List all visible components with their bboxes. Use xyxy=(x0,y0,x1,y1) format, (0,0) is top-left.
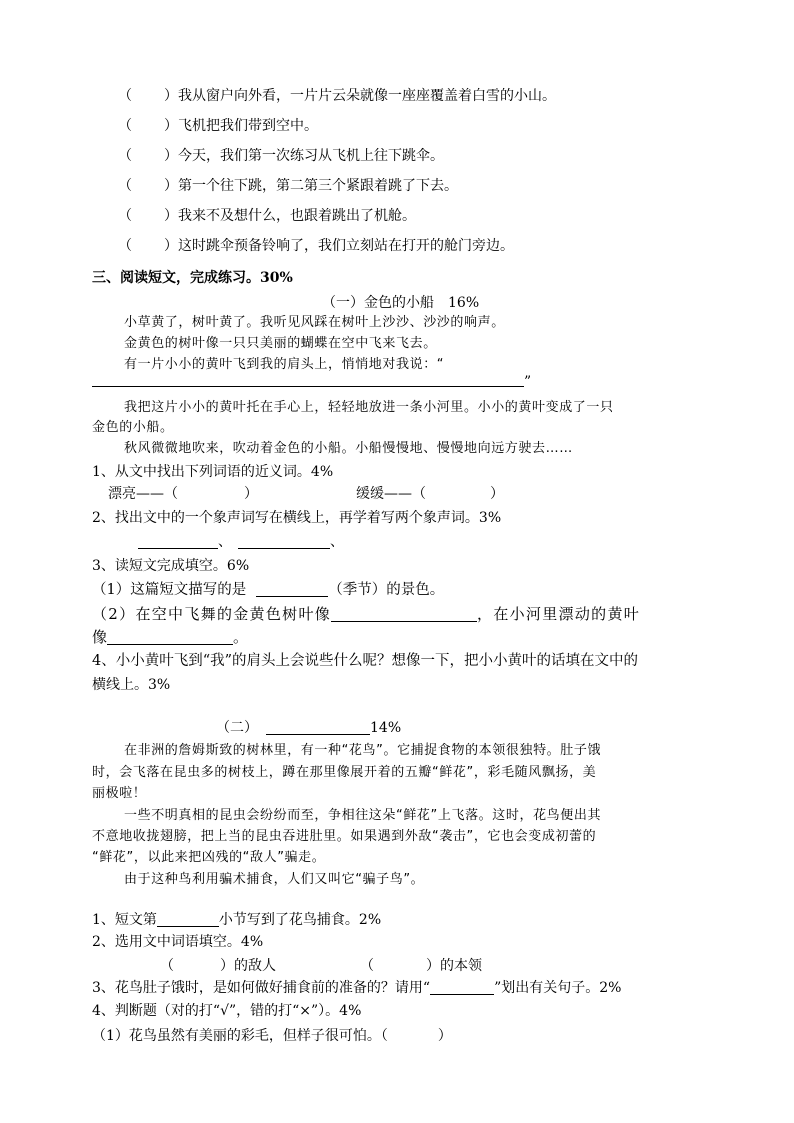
blank-line[interactable] xyxy=(157,912,219,927)
quote-close: ” xyxy=(524,374,532,390)
question: 4、小小黄叶飞到“我”的肩头上会说些什么呢？想像一下，把小小黄叶的话填在文中的 xyxy=(92,653,639,669)
paren-open: （ xyxy=(160,958,174,974)
question-text: ，在小河里漂动的黄叶 xyxy=(477,605,641,623)
passage-title xyxy=(216,718,401,738)
ordering-item-4 xyxy=(118,176,458,196)
passage-paragraph: 有一片小小的黄叶飞到我的肩头上，悄悄地对我说：“ xyxy=(124,357,445,372)
paren-close: ） xyxy=(244,486,258,502)
blank-line[interactable] xyxy=(256,582,328,597)
answer-paren-close: ） xyxy=(164,208,178,224)
synonym-a xyxy=(108,484,258,504)
ordering-text: 这时跳伞预备铃响了，我们立刻站在打开的舱门旁边。 xyxy=(178,238,514,254)
passage-title: （一）金色的小船 16% xyxy=(322,295,480,311)
synonym-label: 缓缓——（ xyxy=(356,486,426,502)
ordering-text: 我从窗户向外看，一片片云朵就像一座座覆盖着白雪的小山。 xyxy=(178,88,556,104)
passage-paragraph: 由于这种鸟利用骗术捕食，人们又叫它“骗子鸟”。 xyxy=(124,872,425,887)
question xyxy=(92,910,381,930)
question-text: ”划出有关句子。2% xyxy=(494,980,622,996)
passage-paragraph: 时，会飞落在昆虫多的树枝上，蹲在那里像展开着的五瓣“鲜花”，彩毛随风飘扬，美 xyxy=(92,765,597,780)
blank-line[interactable] xyxy=(430,980,494,995)
paren-close: ） xyxy=(437,1028,452,1044)
question: 2、选用文中词语填空。4% xyxy=(92,934,264,950)
answer-paren-open[interactable]: （ xyxy=(118,118,132,134)
passage-paragraph: 秋风微微地吹来，吹动着金色的小船。小船慢慢地、慢慢地向远方驶去…… xyxy=(124,441,573,456)
question-text: ）的本领 xyxy=(426,958,482,974)
question-text: （1）这篇短文描写的是 xyxy=(92,582,247,598)
title-blank[interactable] xyxy=(266,720,370,735)
passage-paragraph: 不意地收拢翅膀，把上当的昆虫吞进肚里。如果遇到外敌“袭击”，它也会变成初蕾的 xyxy=(92,829,597,844)
ordering-item-2 xyxy=(118,116,318,136)
ordering-text: 飞机把我们带到空中。 xyxy=(178,118,318,134)
separator: 、 xyxy=(330,534,344,550)
blank-line[interactable] xyxy=(331,607,477,622)
question-text: （2）在空中飞舞的金黄色树叶像 xyxy=(92,605,332,623)
passage-paragraph: 在非洲的詹姆斯致的树林里，有一种“花鸟”。它捕捉食物的本领很独特。肚子饿 xyxy=(124,743,602,758)
word-fill-a xyxy=(160,956,276,976)
answer-paren-close: ） xyxy=(164,88,178,104)
ordering-item-5 xyxy=(118,206,416,226)
question-text: ）的敌人 xyxy=(220,958,276,974)
question-text: 。 xyxy=(233,628,249,646)
question xyxy=(92,978,621,998)
question: 2、找出文中的一个象声词写在横线上，再学着写两个象声词。3% xyxy=(92,510,502,526)
question: 1、从文中找出下列词语的近义词。4% xyxy=(92,464,334,480)
passage-paragraph: “鲜花”，以此来把凶残的“敌人”骗走。 xyxy=(92,850,326,865)
question: 3、读短文完成填空。6% xyxy=(92,558,250,574)
title-score: 14% xyxy=(370,720,402,736)
question-sub xyxy=(92,627,248,647)
question-text: 像 xyxy=(92,628,108,646)
passage-paragraph: 金黄色的树叶像一只只美丽的蝴蝶在空中飞来飞去。 xyxy=(124,336,437,351)
passage-paragraph: 一些不明真相的昆虫会纷纷而至，争相往这朵“鲜花”上飞落。这时，花鸟便出其 xyxy=(124,808,602,823)
answer-paren-close: ） xyxy=(164,118,178,134)
onomatopoeia-blanks xyxy=(138,532,344,552)
fill-line[interactable] xyxy=(92,386,524,387)
question-text: 小节写到了花鸟捕食。2% xyxy=(218,912,382,928)
question: 横线上。3% xyxy=(92,677,171,693)
ordering-text: 我来不及想什么，也跟着跳出了机舱。 xyxy=(178,208,416,224)
synonym-b xyxy=(356,484,504,504)
answer-paren-open[interactable]: （ xyxy=(118,88,132,104)
paren-close: ） xyxy=(490,486,504,502)
question-text: 1、短文第 xyxy=(92,912,157,928)
ordering-text: 第一个往下跳，第二第三个紧跟着跳了下去。 xyxy=(178,178,458,194)
word-fill-b xyxy=(360,956,482,976)
answer-paren-close: ） xyxy=(164,238,178,254)
answer-paren-close: ） xyxy=(164,178,178,194)
ordering-item-1 xyxy=(118,86,556,106)
blank-line[interactable] xyxy=(107,630,233,645)
answer-paren-close: ） xyxy=(164,148,178,164)
passage-paragraph: 小草黄了，树叶黄了。我听见风踩在树叶上沙沙、沙沙的响声。 xyxy=(124,315,505,330)
question-text: （1）花鸟虽然有美丽的彩毛，但样子很可怕。（ xyxy=(92,1028,388,1044)
question: 4、判断题（对的打“√”，错的打“×”）。4% xyxy=(92,1003,362,1019)
ordering-text: 今天，我们第一次练习从飞机上往下跳伞。 xyxy=(178,148,444,164)
passage-paragraph: 我把这片小小的黄叶托在手心上，轻轻地放进一条小河里。小小的黄叶变成了一只 xyxy=(124,400,614,415)
passage-paragraph: 金色的小船。 xyxy=(92,420,174,435)
blank-line[interactable] xyxy=(238,534,330,549)
question-text: 3、花鸟肚子饿时，是如何做好捕食前的准备的？请用“ xyxy=(92,980,431,996)
title-number: （二） xyxy=(216,720,258,736)
answer-paren-open[interactable]: （ xyxy=(118,238,132,254)
answer-paren-open[interactable]: （ xyxy=(118,208,132,224)
answer-paren-open[interactable]: （ xyxy=(118,148,132,164)
passage-paragraph: 丽极啦！ xyxy=(92,786,147,801)
answer-paren-open[interactable]: （ xyxy=(118,178,132,194)
blank-line[interactable] xyxy=(138,534,218,549)
question-sub xyxy=(92,580,444,600)
ordering-item-6 xyxy=(118,236,514,256)
ordering-item-3 xyxy=(118,146,444,166)
question-text: （季节）的景色。 xyxy=(328,582,445,598)
paren-open: （ xyxy=(360,958,374,974)
judgment-item-1 xyxy=(92,1026,452,1046)
section-heading: 三、阅读短文，完成练习。30% xyxy=(92,270,293,286)
question-sub xyxy=(92,604,640,624)
synonym-label: 漂亮——（ xyxy=(108,486,178,502)
separator: 、 xyxy=(218,534,232,550)
